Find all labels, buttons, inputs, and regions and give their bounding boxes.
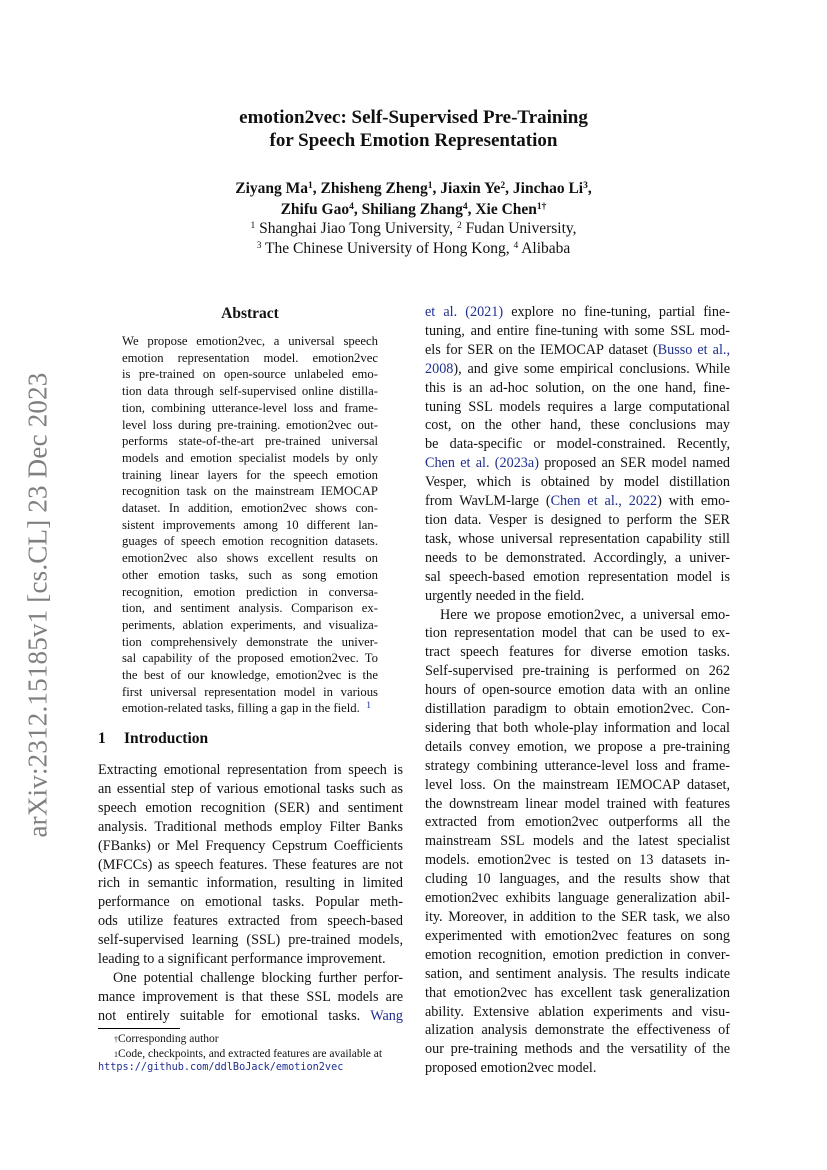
author: Shiliang Zhang$^4$,: [361, 201, 476, 218]
text-line: analysis. Traditional methods employ Filter Banks: [98, 818, 403, 835]
abstract-heading: Abstract: [221, 305, 279, 322]
footnote-corresponding: †Corresponding author: [114, 1033, 219, 1045]
text-line: an essential step of various emotional tasks such as: [98, 780, 403, 797]
text-line: recognition task on the mainstream IEMOCAP: [122, 484, 378, 499]
text-line: performance on emotional tasks. Popular meth-: [98, 894, 403, 911]
text-line: proposed emotion2vec model.: [425, 1060, 597, 1077]
title-line-2: for Speech Emotion Representation: [269, 130, 558, 151]
text-line: Here we propose emotion2vec, a universal emo-: [440, 606, 730, 623]
citation-link[interactable]: Busso et al.,: [657, 341, 731, 358]
text-line: sal capability of the proposed emotion2vec. To: [122, 651, 378, 666]
affiliations: $^1$ Shanghai Jiao Tong University, $^2$ Fudan University, $^3$ The Chinese University of Hong Kong, $^4$ Alibaba: [250, 220, 577, 257]
text-line: cost, on the other hand, these conclusions may: [425, 417, 730, 434]
text-line: emotion2vec also shows excellent results on: [122, 551, 378, 566]
text-line: needs to be demonstrated. Accordingly, a univer-: [425, 549, 730, 566]
section-heading-introduction: 1 Introduction: [98, 730, 209, 747]
author: Zhisheng Zheng$^1$,: [320, 180, 441, 197]
text-line: et al. (2021) explore no fine-tuning, partial fine-: [425, 304, 730, 320]
text-line: this is an ad-hoc solution, on the one hand, fine-: [425, 379, 730, 396]
text-line: sidering that both whole-play information and local: [425, 719, 730, 736]
footnote-code: $^1$Code, checkpoints, and extracted features are available at: [114, 1048, 383, 1060]
text-line: emotion2vec exhibits language generalization abil-: [425, 890, 730, 907]
text-line: cluding 10 languages, and the results show that: [425, 871, 730, 888]
text-line: strategy combining utterance-level loss and frame-: [425, 757, 730, 774]
text-line: ity. Moreover, in addition to the SER task, we also: [425, 909, 730, 925]
arxiv-stamp-text: arXiv:2312.15185v1 [cs.CL] 23 Dec 2023: [22, 372, 53, 838]
text-line: One potential challenge blocking further perfor-: [113, 969, 403, 986]
text-line: other emotion tasks, such as song emotion: [122, 567, 378, 582]
text-line: training linear layers for the speech emotion: [122, 467, 378, 482]
citation-link[interactable]: Chen et al. (2023a): [425, 455, 539, 472]
arxiv-stamp: [18, 360, 58, 850]
text-line: ability. Extensive ablation experiments and visu-: [425, 1003, 730, 1020]
text-line: ods utilize features extracted from speech-based: [98, 913, 403, 930]
text-line: that emotion2vec has excellent task generalization: [425, 984, 730, 1001]
citation-link[interactable]: Wang: [370, 1007, 403, 1024]
text-line: level loss during pre-training. emotion2vec out-: [122, 417, 378, 432]
text-line: Self-supervised pre-training is performed on 262: [425, 663, 730, 680]
text-line: mance improvement is that these SSL models are: [98, 988, 403, 1005]
text-line: tion comprehensively demonstrate the univer-: [122, 634, 378, 649]
text-line: tion data through self-supervised online distilla-: [122, 384, 378, 399]
affiliation: Alibaba: [521, 239, 571, 257]
text-line: tuning SSL models requires a large computational: [425, 398, 730, 415]
text-line: be data-specific or model-constrained. Recently,: [425, 436, 730, 453]
text-line: leading to a significant performance improvement.: [98, 951, 386, 968]
text-line: tion, combining utterance-level loss and frame-: [122, 400, 378, 415]
text-line: sal speech-based emotion representation model is: [425, 568, 730, 585]
text-line: tion representation model that can be used to ex-: [425, 625, 730, 642]
paper-title: [0, 106, 827, 152]
text-line: speech emotion recognition (SER) and sentiment: [98, 799, 403, 816]
affiliation: Fudan University,: [465, 220, 577, 237]
footnote-rule: [98, 1028, 180, 1029]
text-line: the best of our knowledge, emotion2vec is the: [122, 668, 378, 683]
text-line: urgently needed in the field.: [425, 587, 585, 604]
text-line: distillation paradigm to obtain emotion2vec. Con-: [425, 701, 730, 718]
text-line: tion, and sentiment analysis. Comparison ex-: [122, 601, 378, 616]
text-line: mainstream SSL models and the latest specialist: [425, 833, 730, 850]
footnote-ref-link[interactable]: 1: [363, 701, 371, 712]
code-url-link[interactable]: https://github.com/ddlBoJack/emotion2vec: [98, 1062, 344, 1073]
text-line: first universal representation model in various: [122, 684, 378, 699]
text-line: not entirely suitable for emotional tasks. Wang: [98, 1007, 403, 1024]
text-line: dataset. In addition, emotion2vec shows con-: [122, 501, 378, 516]
text-line: tract speech features for diverse emotion tasks.: [425, 644, 730, 661]
citation-link[interactable]: et al. (2021): [425, 304, 504, 320]
text-line: level loss. On the mainstream IEMOCAP dataset,: [425, 776, 730, 793]
text-line: tion data. Vesper is designed to perform the SER: [425, 511, 730, 528]
text-line: sistent improvements among 10 different lan-: [122, 517, 378, 532]
citation-link[interactable]: 2008: [425, 360, 454, 377]
text-line: Vesper, which is obtained by model distillation: [425, 474, 730, 491]
text-line: Chen et al. (2023a) proposed an SER model named: [425, 455, 730, 472]
right-column-body: [425, 303, 730, 1078]
text-line: task, whose universal representation capability still: [425, 530, 730, 547]
affiliation: The Chinese University of Hong Kong,: [265, 239, 510, 257]
text-line: extracted from emotion2vec outperforms all the: [425, 814, 730, 831]
text-line: our pre-training methods and the versatility of the: [425, 1041, 730, 1058]
text-line: rich in semantic information, resulting in limited: [98, 875, 403, 892]
text-line: details convey emotion, we propose a pre-training: [425, 738, 730, 755]
author: Zhifu Gao$^4$,: [280, 201, 362, 218]
text-line: emotion recognition, emotion prediction in conver-: [425, 946, 730, 963]
text-line: the downstream linear model trained with features: [425, 795, 730, 812]
text-line: hours of open-source emotion data with an online: [425, 682, 730, 699]
citation-link[interactable]: Chen et al., 2022: [550, 493, 658, 510]
author: Xie Chen$^{1\dagger}$: [475, 201, 547, 218]
title-line-1: emotion2vec: Self-Supervised Pre-Training: [239, 107, 588, 128]
author-list: [0, 178, 827, 220]
text-line: recognition, emotion prediction in conversa-: [122, 584, 378, 599]
text-line: is pre-trained on open-source unlabeled emo-: [122, 367, 378, 382]
text-line: models. emotion2vec is tested on 13 datasets in-: [425, 852, 730, 869]
text-line: experimented with emotion2vec features on song: [425, 927, 730, 944]
text-line: 2008), and give some empirical conclusions. While: [425, 360, 730, 377]
affiliation: Shanghai Jiao Tong University,: [259, 220, 454, 237]
text-line: emotion-related tasks, filling a gap in the field. $^1$: [122, 701, 371, 716]
text-line: guages of speech emotion recognition datasets.: [122, 534, 378, 549]
text-line: els for SER on the IEMOCAP dataset (Busso et al.,: [425, 341, 731, 358]
text-line: (FBanks) or Mel Frequency Cepstrum Coefficients: [98, 837, 403, 854]
text-line: Extracting emotional representation from speech is: [98, 762, 403, 778]
text-line: from WavLM-large (Chen et al., 2022) with emo-: [425, 493, 730, 510]
author: Jinchao Li$^3$,: [512, 180, 592, 197]
text-line: tuning, and entire fine-tuning with some SSL mod-: [425, 322, 730, 339]
text-line: sation, and sentiment analysis. The results indicate: [425, 965, 730, 982]
text-line: self-supervised learning (SSL) pre-trained models,: [98, 932, 403, 949]
text-line: alization analysis demonstrate the effectiveness of: [425, 1022, 730, 1039]
text-line: models and emotion specialist models by only: [122, 450, 378, 465]
abstract-body: [122, 333, 378, 717]
author: Ziyang Ma$^1$,: [235, 180, 321, 197]
text-line: We propose emotion2vec, a universal speech: [122, 334, 378, 348]
text-line: performs state-of-the-art pre-trained universal: [122, 434, 378, 449]
author: Jiaxin Ye$^2$,: [440, 180, 513, 197]
text-line: emotion representation model. emotion2vec: [122, 350, 378, 365]
text-line: periments, ablation experiments, and visualiza-: [122, 617, 378, 632]
left-column-body: [98, 761, 403, 1026]
text-line: (MFCCs) as speech features. These features are not: [98, 856, 403, 873]
